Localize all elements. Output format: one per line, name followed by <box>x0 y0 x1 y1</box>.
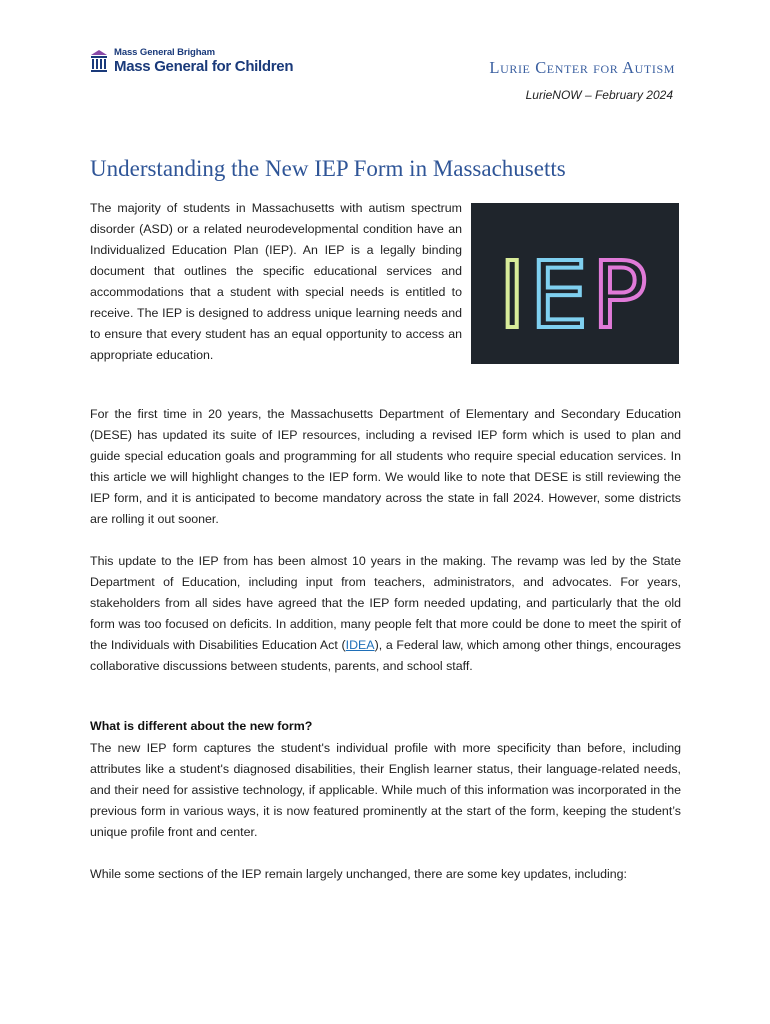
section-heading: What is different about the new form? <box>90 719 313 733</box>
update-history-text-a: This update to the IEP from has been almost 10 years in the making. The revamp was led by the State Department of Education, including input from teachers, administrators, and advocates. For years, stakeholders from all sides have agreed that the IEP form needed updating, and particularly that the old form was too focused on deficits. In addition, many people felt that more could be done to meet the spirit of the Individuals with Disabilities Education Act ( <box>90 554 681 652</box>
org-name: Mass General for Children <box>114 58 294 75</box>
intro-paragraph: The majority of students in Massachusetts with autism spectrum disorder (ASD) or a related neurodevelopmental condition have an Individualized Education Plan (IEP). An IEP is a legally binding document that outlines the specific educational services and accommodations that a student with special needs is entitled to receive. The IEP is designed to address unique learning needs and to ensure that every student has an equal opportunity to access an appropriate education. <box>90 201 462 362</box>
article-title: Understanding the New IEP Form in Massachusetts <box>90 156 566 181</box>
building-columns-icon <box>90 48 108 74</box>
iep-letter: I <box>498 242 530 349</box>
iep-chalkboard-image <box>471 203 679 364</box>
iep-chalk-text <box>499 242 652 349</box>
center-name: Lurie Center for Autism <box>489 58 675 77</box>
org-name-small: Mass General Brigham <box>114 47 215 58</box>
update-history-text-b: ), a Federal law, which among other things, encourages collaborative discussions between students, parents, and school staff. <box>90 638 681 673</box>
iep-letter: E <box>529 242 592 349</box>
new-form-paragraph: The new IEP form captures the student's individual profile with more specificity than before, including attributes like a student's diagnosed disabilities, their English learner status, their language-related needs, and their need for assistive technology, if applicable. While much of this information was incorporated in the previous form in various ways, it is now featured prominently at the start of the form, keeping the student’s unique profile front and center. <box>90 741 681 839</box>
update-history-paragraph <box>90 551 681 677</box>
issue-line: LurieNOW – February 2024 <box>525 88 673 102</box>
iep-letter: P <box>591 242 652 349</box>
mgb-logo <box>90 47 293 76</box>
key-updates-intro: While some sections of the IEP remain largely unchanged, there are some key updates, including: <box>90 867 627 881</box>
idea-link[interactable]: IDEA <box>345 638 375 652</box>
dese-update-paragraph: For the first time in 20 years, the Massachusetts Department of Elementary and Secondary Education (DESE) has updated its suite of IEP resources, including a revised IEP form which is used to plan and guide special education goals and programming for all students who require special education services. In this article we will highlight changes to the IEP form. We would like to note that DESE is still reviewing the IEP form, and it is anticipated to become mandatory across the state in fall 2024. However, some districts are rolling it out sooner. <box>90 407 681 526</box>
